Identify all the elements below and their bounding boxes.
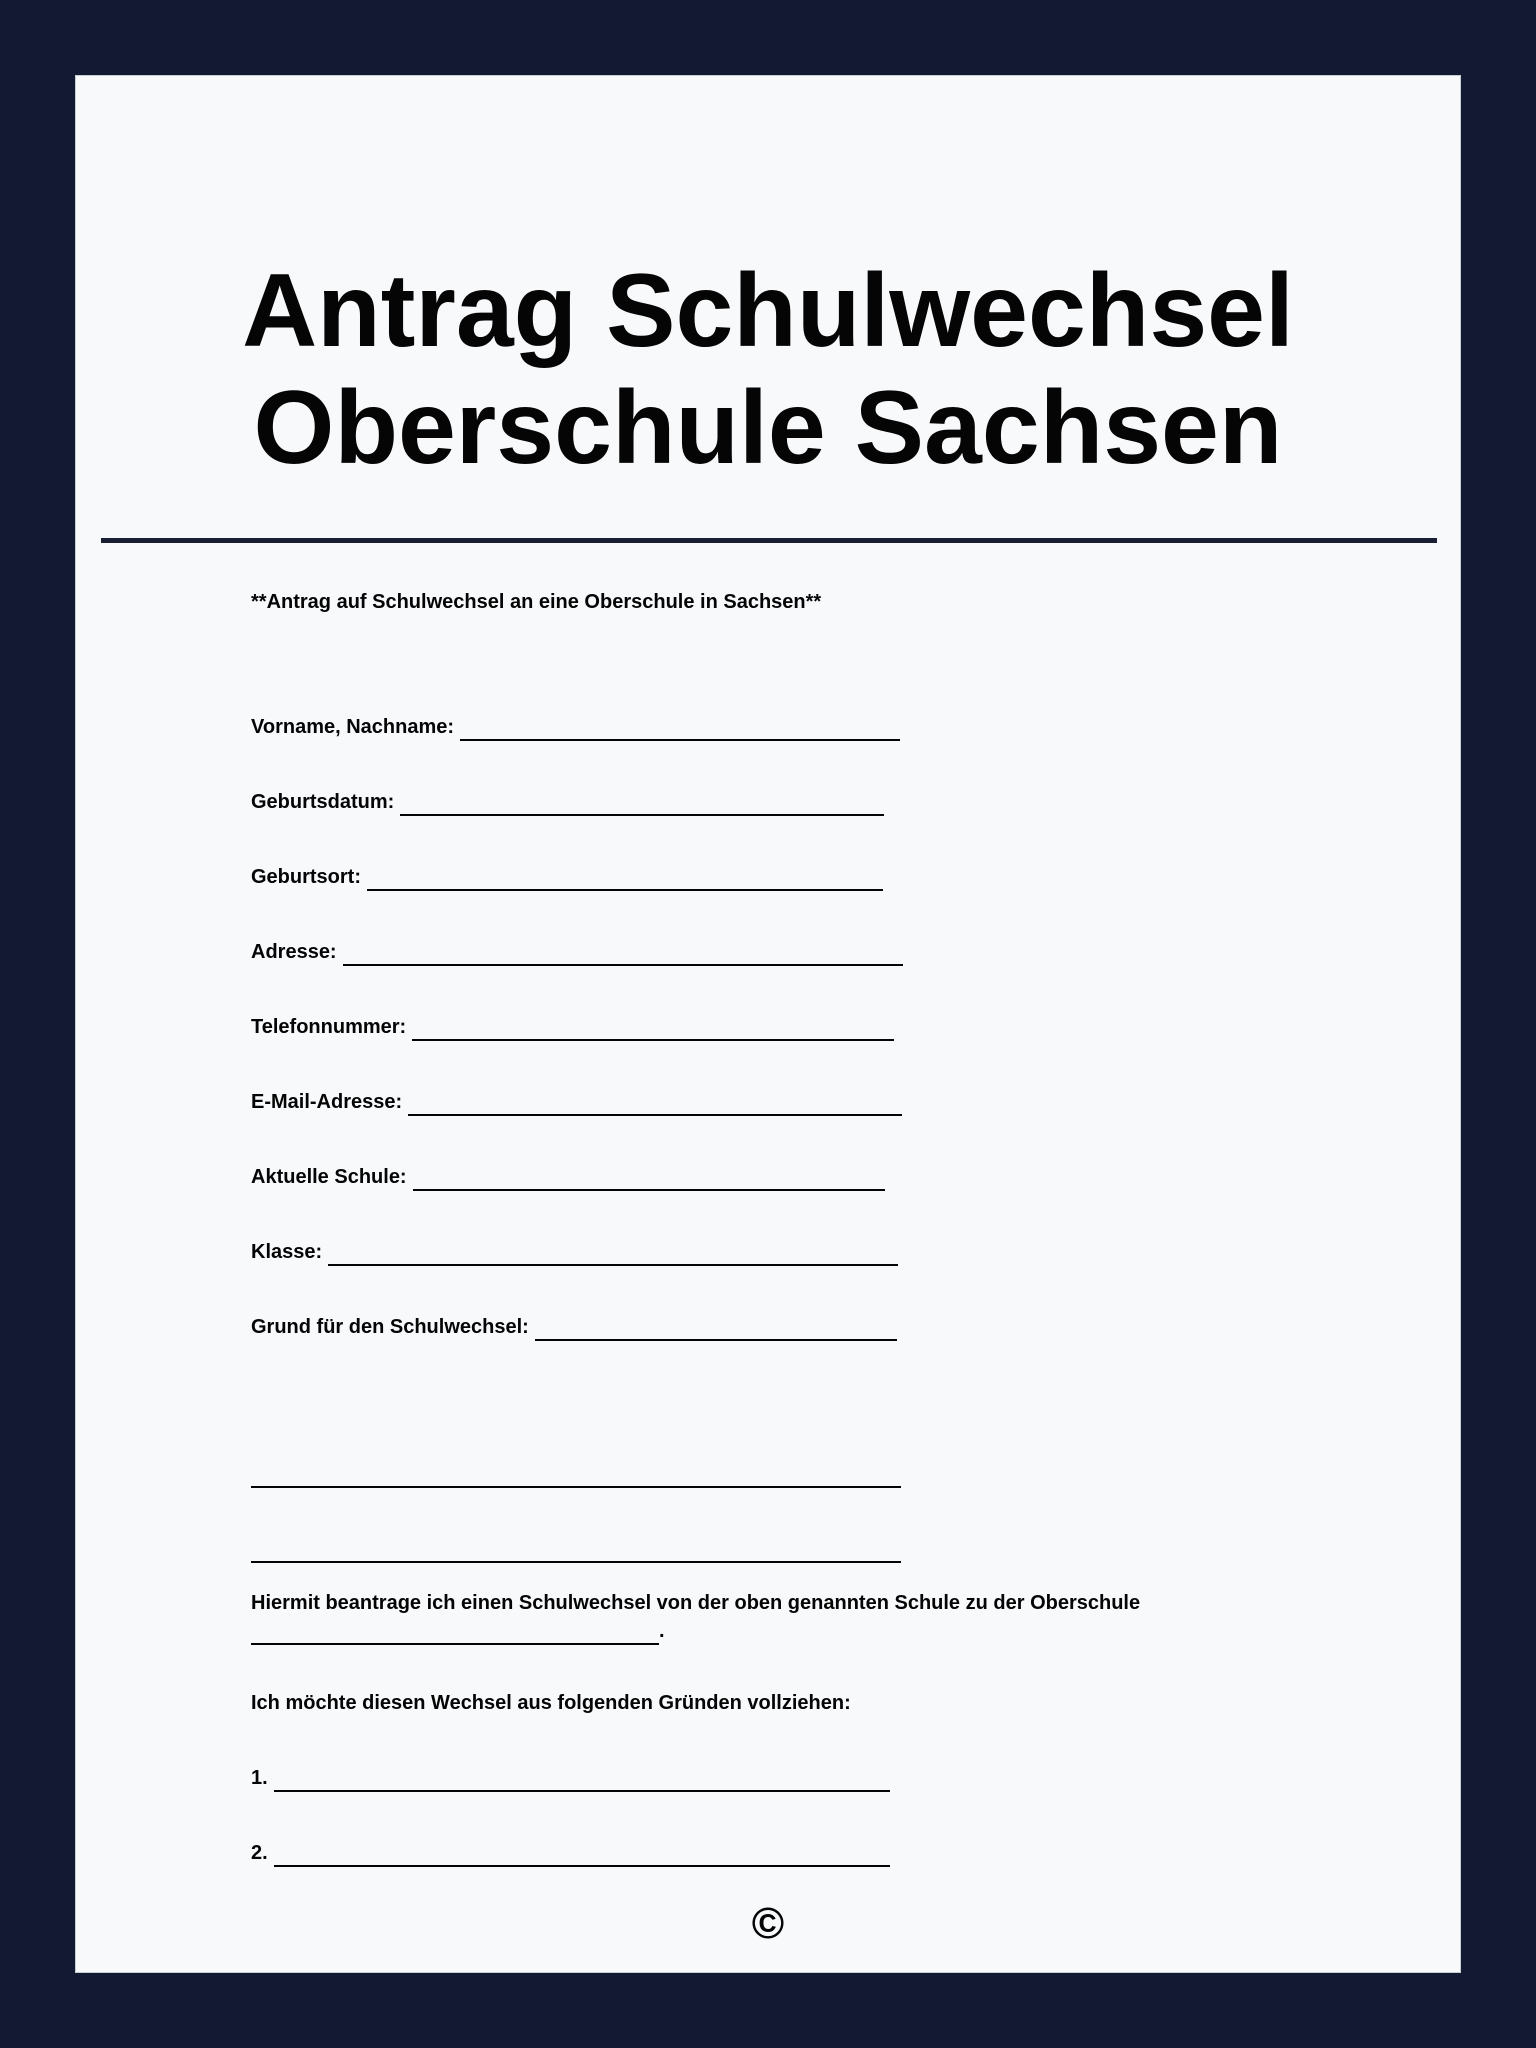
field-reason-label: Grund für den Schulwechsel: [251, 1316, 529, 1338]
field-birthdate [251, 788, 884, 816]
statement-end: . [659, 1620, 665, 1642]
reasons-intro: Ich möchte diesen Wechsel aus folgenden Gründen vollziehen: [251, 1692, 851, 1714]
field-email-line[interactable] [408, 1092, 902, 1116]
statement-paragraph [251, 1589, 1140, 1645]
field-address-line[interactable] [343, 942, 903, 966]
field-phone-line[interactable] [412, 1017, 894, 1041]
reason-extra-line-2[interactable] [251, 1561, 901, 1563]
field-phone-label: Telefonnummer: [251, 1016, 407, 1038]
reason-item-2-number: 2. [251, 1842, 268, 1864]
field-name-label: Vorname, Nachname: [251, 716, 455, 738]
field-class-line[interactable] [328, 1242, 898, 1266]
field-email-label: E-Mail-Adresse: [251, 1091, 403, 1113]
field-address [251, 938, 903, 966]
field-birthplace [251, 863, 883, 891]
field-email [251, 1088, 902, 1116]
reason-item-1-line[interactable] [274, 1768, 890, 1792]
reason-item-1 [251, 1764, 890, 1792]
reason-extra-line-1[interactable] [251, 1486, 901, 1488]
field-current-school [251, 1163, 885, 1191]
statement-school-line[interactable] [251, 1619, 659, 1645]
field-class-label: Klasse: [251, 1241, 323, 1263]
field-birthdate-label: Geburtsdatum: [251, 791, 395, 813]
field-birthplace-line[interactable] [367, 867, 883, 891]
field-current-school-line[interactable] [413, 1167, 885, 1191]
document-page [75, 75, 1461, 1973]
form-content [251, 76, 1251, 1972]
reason-item-2 [251, 1839, 890, 1867]
field-reason-line[interactable] [535, 1317, 897, 1341]
field-address-label: Adresse: [251, 941, 337, 963]
copyright-symbol: © [751, 1899, 785, 1948]
field-reason [251, 1313, 897, 1341]
reason-item-1-number: 1. [251, 1767, 268, 1789]
field-name-line[interactable] [460, 717, 900, 741]
field-birthdate-line[interactable] [400, 792, 884, 816]
title-line-1: Antrag Schulwechsel [242, 253, 1294, 369]
field-name [251, 713, 900, 741]
field-phone [251, 1013, 894, 1041]
field-class [251, 1238, 898, 1266]
reason-item-2-line[interactable] [274, 1843, 890, 1867]
form-subtitle: **Antrag auf Schulwechsel an eine Oberschule in Sachsen** [251, 591, 822, 613]
statement-text: Hiermit beantrage ich einen Schulwechsel von der oben genannten Schule zu der Oberschule [251, 1592, 1141, 1614]
field-current-school-label: Aktuelle Schule: [251, 1166, 407, 1188]
title-line-2: Oberschule Sachsen [253, 370, 1283, 486]
field-birthplace-label: Geburtsort: [251, 866, 361, 888]
